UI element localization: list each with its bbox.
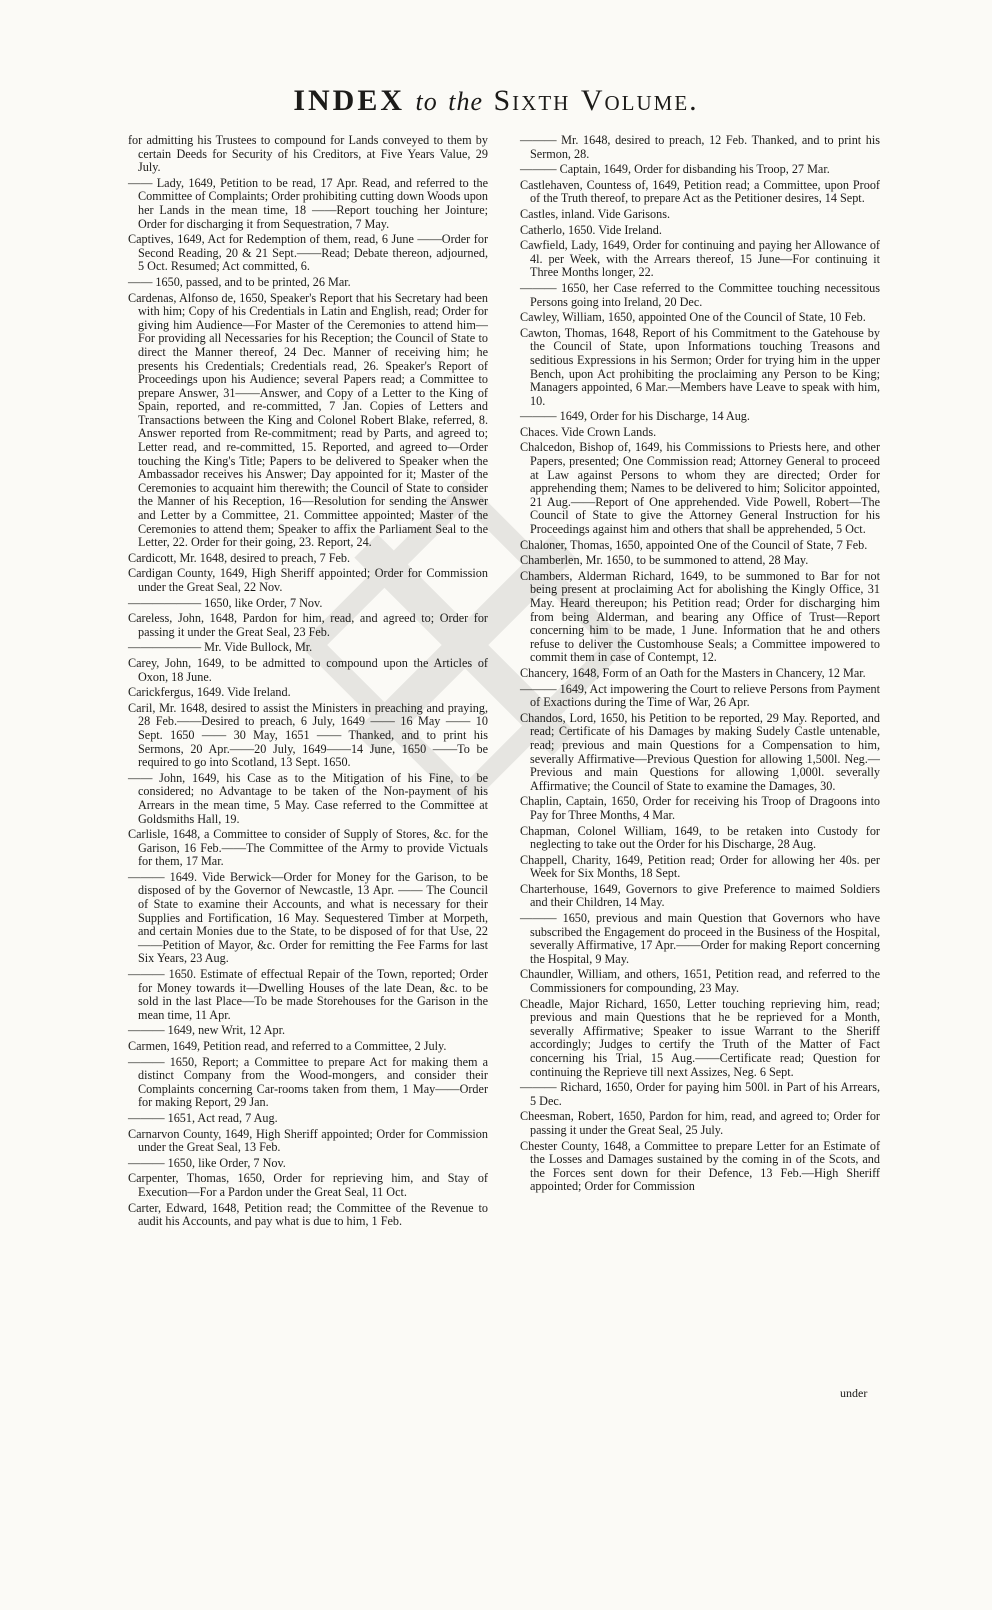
- index-entry: Cheesman, Robert, 1650, Pardon for him, read, and agreed to; Order for passing it under the Great Seal, 25 July.: [520, 1109, 880, 1137]
- index-entry: Captives, 1649, Act for Redemption of them, read, 6 June ——Order for Second Reading, 20 & 21 Sept.——Read; Debate thereon, adjourned, 5 Oct. Resumed; Act committed, 6.: [128, 232, 488, 274]
- index-entry: ——— 1649, Act impowering the Court to relieve Persons from Payment of Exactions during the Time of War, 26 Apr.: [520, 681, 880, 710]
- heading-the: the: [448, 87, 483, 116]
- index-entry: Cardenas, Alfonso de, 1650, Speaker's Report that his Secretary had been with him; Copy of his Credentials in Latin and English, read; Order for giving him Audience—For Master of the Ceremonies to attend him—For providing all Necessaries for his Reception; the Council of State to direct the Manner thereof, 24 Dec. Manner of receiving him; he presents his Credentials; Credentials read, 26. Speaker's Report of Proceedings upon his Audience; several Papers read; a Committee to prepare Answer, 31——Answer, and Copy of a Letter to the King of Spain, reported, and re-committed, 7 Jan. Copies of Letters and Transactions between the King and Colonel Robert Blake, referred, 8. Answer reported from Re-commitment; read by Parts, and agreed to; Letter read, and re-committed, 15. Reported, and agreed to—Order touching the King's Title; Papers to be delivered to Speaker when the Ambassador receives his Answer; Day appointed for it; Master of the Ceremonies to acquaint him therewith; the Council of State to consider the Manner of his Reception, 16—Resolution for sending the Answer and Letter by a Committee, 21. Committee appointed; Master of the Ceremonies to attend them; Speaker to affix the Parliament Seal to the Letter, 22. Order for their going, 23. Report, 24.: [128, 290, 488, 550]
- index-entry: Chamberlen, Mr. 1650, to be summoned to attend, 28 May.: [520, 553, 809, 568]
- index-entry: Chaloner, Thomas, 1650, appointed One of the Council of State, 7 Feb.: [520, 537, 868, 552]
- index-entry: Chancery, 1648, Form of an Oath for the Masters in Chancery, 12 Mar.: [520, 665, 866, 680]
- index-entry: —— John, 1649, his Case as to the Mitigation of his Fine, to be considered; no Advantage to be taken of the Non-payment of his Arrears in the mean time, 5 May. Case referred to the Committee at Goldsmiths Hall, 19.: [128, 770, 488, 826]
- heading-to: to: [415, 87, 438, 116]
- index-entry: ——— Captain, 1649, Order for disbanding his Troop, 27 Mar.: [520, 162, 830, 177]
- index-entry: —————— 1650, like Order, 7 Nov.: [128, 595, 323, 610]
- index-entry: Carickfergus, 1649. Vide Ireland.: [128, 685, 291, 700]
- index-entry: Chaundler, William, and others, 1651, Petition read, and referred to the Commissioners for compounding, 23 May.: [520, 967, 880, 996]
- index-entry: ——— 1651, Act read, 7 Aug.: [128, 1110, 278, 1125]
- index-entry: for admitting his Trustees to compound for Lands conveyed to them by certain Deeds for Security of his Creditors, at Five Years Value, 29 July.: [128, 133, 488, 175]
- index-entry: Chandos, Lord, 1650, his Petition to be reported, 29 May. Reported, and read; Certificate of his Damages by making Sudely Castle untenable, read; previous and main Questions for a Compensation to him, severally Affirmative—Previous Question for allowing 1,500l. Neg.—Previous and main Questions for allowing 1,000l. severally Affirmative; the Council of State to examine the Damages, 30.: [520, 710, 880, 793]
- left-column: [128, 134, 488, 1231]
- index-entry: Carlisle, 1648, a Committee to consider of Supply of Stores, &c. for the Garison, 16 Feb.——The Committee of the Army to provide Victuals for them, 17 Mar.: [128, 827, 488, 869]
- index-entry: Chappell, Charity, 1649, Petition read; Order for allowing her 40s. per Week for Six Months, 18 Sept.: [520, 852, 880, 881]
- index-entry: Chester County, 1648, a Committee to prepare Letter for an Estimate of the Losses and Damages sustained by the coming in of the Scots, and the Forces sent down for their Defence, 13 Feb.—High Sheriff appointed; Order for Commission: [520, 1138, 880, 1194]
- index-entry: —— 1650, passed, and to be printed, 26 Mar.: [128, 274, 351, 289]
- index-entry: Carter, Edward, 1648, Petition read; the Committee of the Revenue to audit his Accounts, and pay what is due to him, 1 Feb.: [128, 1200, 488, 1229]
- index-entry: —————— Mr. Vide Bullock, Mr.: [128, 640, 313, 655]
- index-entry: Careless, John, 1648, Pardon for him, read, and agreed to; Order for passing it under the Great Seal, 23 Feb.: [128, 611, 488, 639]
- index-entry: ——— Mr. 1648, desired to preach, 12 Feb. Thanked, and to print his Sermon, 28.: [520, 133, 880, 161]
- index-entry: Carey, John, 1649, to be admitted to compound upon the Articles of Oxon, 18 June.: [128, 655, 488, 684]
- heading-sixth: Sixth: [493, 84, 571, 117]
- index-entry: Cawton, Thomas, 1648, Report of his Commitment to the Gatehouse by the Council of State, upon Informations touching Treasons and seditious Expressions in his Sermon; Order for trying him in the upper Bench, upon Act prohibiting the proclaiming any Person to be King; Managers appointed, 6 Mar.—Members have Leave to speak with him, 10.: [520, 325, 880, 408]
- index-entry: Caril, Mr. 1648, desired to assist the Ministers in preaching and praying, 28 Feb.——Desired to preach, 6 July, 1649 —— 16 May —— 10 Sept. 1650 —— 30 May, 1651 —— Thanked, and to print his Sermons, 20 Apr.——20 July, 1649——14 June, 1650 ——To be required to go into Scotland, 13 Sept. 1650.: [128, 700, 488, 770]
- index-entry: ——— 1650, previous and main Question that Governors who have subscribed the Engagement do proceed in the Business of the Hospital, severally Affirmative, 17 Apr.——Order for making Report concerning the Hospital, 9 May.: [520, 911, 880, 966]
- index-entry: Castles, inland. Vide Garisons.: [520, 206, 671, 221]
- index-entry: ——— 1650, her Case referred to the Committee touching necessitous Persons going into Ireland, 20 Dec.: [520, 280, 880, 309]
- index-entry: Charterhouse, 1649, Governors to give Preference to maimed Soldiers and their Children, 14 May.: [520, 881, 880, 910]
- index-entry: Catherlo, 1650. Vide Ireland.: [520, 222, 662, 237]
- index-entry: Chalcedon, Bishop of, 1649, his Commissions to Priests here, and other Papers, presented; One Commission read; Attorney General to proceed at Law against Persons to whom they are directed; Order for apprehending them; Names to be delivered to him; Solicitor appointed, 21 Aug.——Report of One apprehended. Vide Powell, Robert—The Council of State to give the Attorney General Instruction for his Proceedings against him and others that shall be apprehended, 5 Oct.: [520, 440, 880, 537]
- index-entry: Cawley, William, 1650, appointed One of the Council of State, 10 Feb.: [520, 310, 866, 325]
- index-entry: ——— 1650, like Order, 7 Nov.: [128, 1155, 286, 1170]
- index-entry: Cheadle, Major Richard, 1650, Letter touching reprieving him, read; previous and main Questions that he be reprieved for a Month, severally Affirmative; Speaker to issue Warrant to the Sheriff accordingly; Judges to certify the Truth of the Matter of Fact concerning his Trial, 15 Aug.——Certificate read; Question for continuing the Reprieve till next Assizes, Neg. 6 Sept.: [520, 996, 880, 1079]
- heading-index: INDEX: [293, 84, 405, 117]
- index-entry: ——— 1650. Estimate of effectual Repair of the Town, reported; Order for Money towards it—Dwelling Houses of the late Dean, &c. to be sold in the last Place—To be made Storehouses for the Garison in the mean time, 11 Apr.: [128, 967, 488, 1022]
- index-entry: ——— 1649. Vide Berwick—Order for Money for the Garison, to be disposed of by the Governor of Newcastle, 13 Apr. —— The Council of State to examine their Accounts, and what is necessary for their Supplies and Fortification, 16 May. Sequestered Timber at Morpeth, and certain Monies due to the State, to be disposed of for that Use, 22——Petition of Mayor, &c. Order for remitting the Fee Farms for last Six Years, 23 Aug.: [128, 869, 488, 966]
- index-entry: Chambers, Alderman Richard, 1649, to be summoned to Bar for not being present at proclaiming Act for abolishing the Kingly Office, 31 May. Heard thereupon; his Petition read; Order for discharging him from being Alderman, and bearing any Office of Trust—Report concerning him to be made, 1 June. Information that he and others refuse to deliver the Customhouse Seals; a Committee impowered to commit them in case of Contempt, 12.: [520, 568, 880, 665]
- right-column: [520, 134, 880, 1196]
- index-entry: ——— 1649, Order for his Discharge, 14 Aug.: [520, 409, 750, 424]
- index-entry: Chaces. Vide Crown Lands.: [520, 424, 657, 439]
- index-entry: ——— Richard, 1650, Order for paying him 500l. in Part of his Arrears, 5 Dec.: [520, 1080, 880, 1108]
- index-entry: Cardigan County, 1649, High Sheriff appointed; Order for Commission under the Great Seal, 22 Nov.: [128, 566, 488, 594]
- index-entry: Chaplin, Captain, 1650, Order for receiving his Troop of Dragoons into Pay for Three Months, 4 Mar.: [520, 794, 880, 822]
- index-entry: Castlehaven, Countess of, 1649, Petition read; a Committee, upon Proof of the Truth thereof, to prepare Act as the Petitioner desires, 14 Sept.: [520, 177, 880, 206]
- catchword: under: [840, 1386, 868, 1400]
- index-entry: Chapman, Colonel William, 1649, to be retaken into Custody for neglecting to take out the Order for his Discharge, 28 Aug.: [520, 823, 880, 852]
- index-entry: Cardicott, Mr. 1648, desired to preach, 7 Feb.: [128, 550, 351, 565]
- heading-volume: Volume.: [580, 84, 699, 117]
- index-entry: Carnarvon County, 1649, High Sheriff appointed; Order for Commission under the Great Seal, 13 Feb.: [128, 1126, 488, 1155]
- index-entry: Carmen, 1649, Petition read, and referred to a Committee, 2 July.: [128, 1039, 447, 1053]
- index-entry: Carpenter, Thomas, 1650, Order for reprieving him, and Stay of Execution—For a Pardon under the Great Seal, 11 Oct.: [128, 1171, 488, 1199]
- index-entry: Cawfield, Lady, 1649, Order for continuing and paying her Allowance of 4l. per Week, with the Arrears thereof, 15 June—For continuing it Three Months longer, 22.: [520, 238, 880, 280]
- page-heading: [0, 84, 992, 118]
- index-entry: —— Lady, 1649, Petition to be read, 17 Apr. Read, and referred to the Committee of Complaints; Order prohibiting cutting down Woods upon her Lands in the mean time, 18 ——Report touching her Jointure; Order for discharging it from Sequestration, 7 May.: [128, 175, 488, 231]
- index-entry: ——— 1649, new Writ, 12 Apr.: [128, 1023, 286, 1038]
- index-entry: ——— 1650, Report; a Committee to prepare Act for making them a distinct Company from the Wood-mongers, and consider their Complaints concerning Car-rooms taken from them, 1 May——Order for making Report, 29 Jan.: [128, 1054, 488, 1110]
